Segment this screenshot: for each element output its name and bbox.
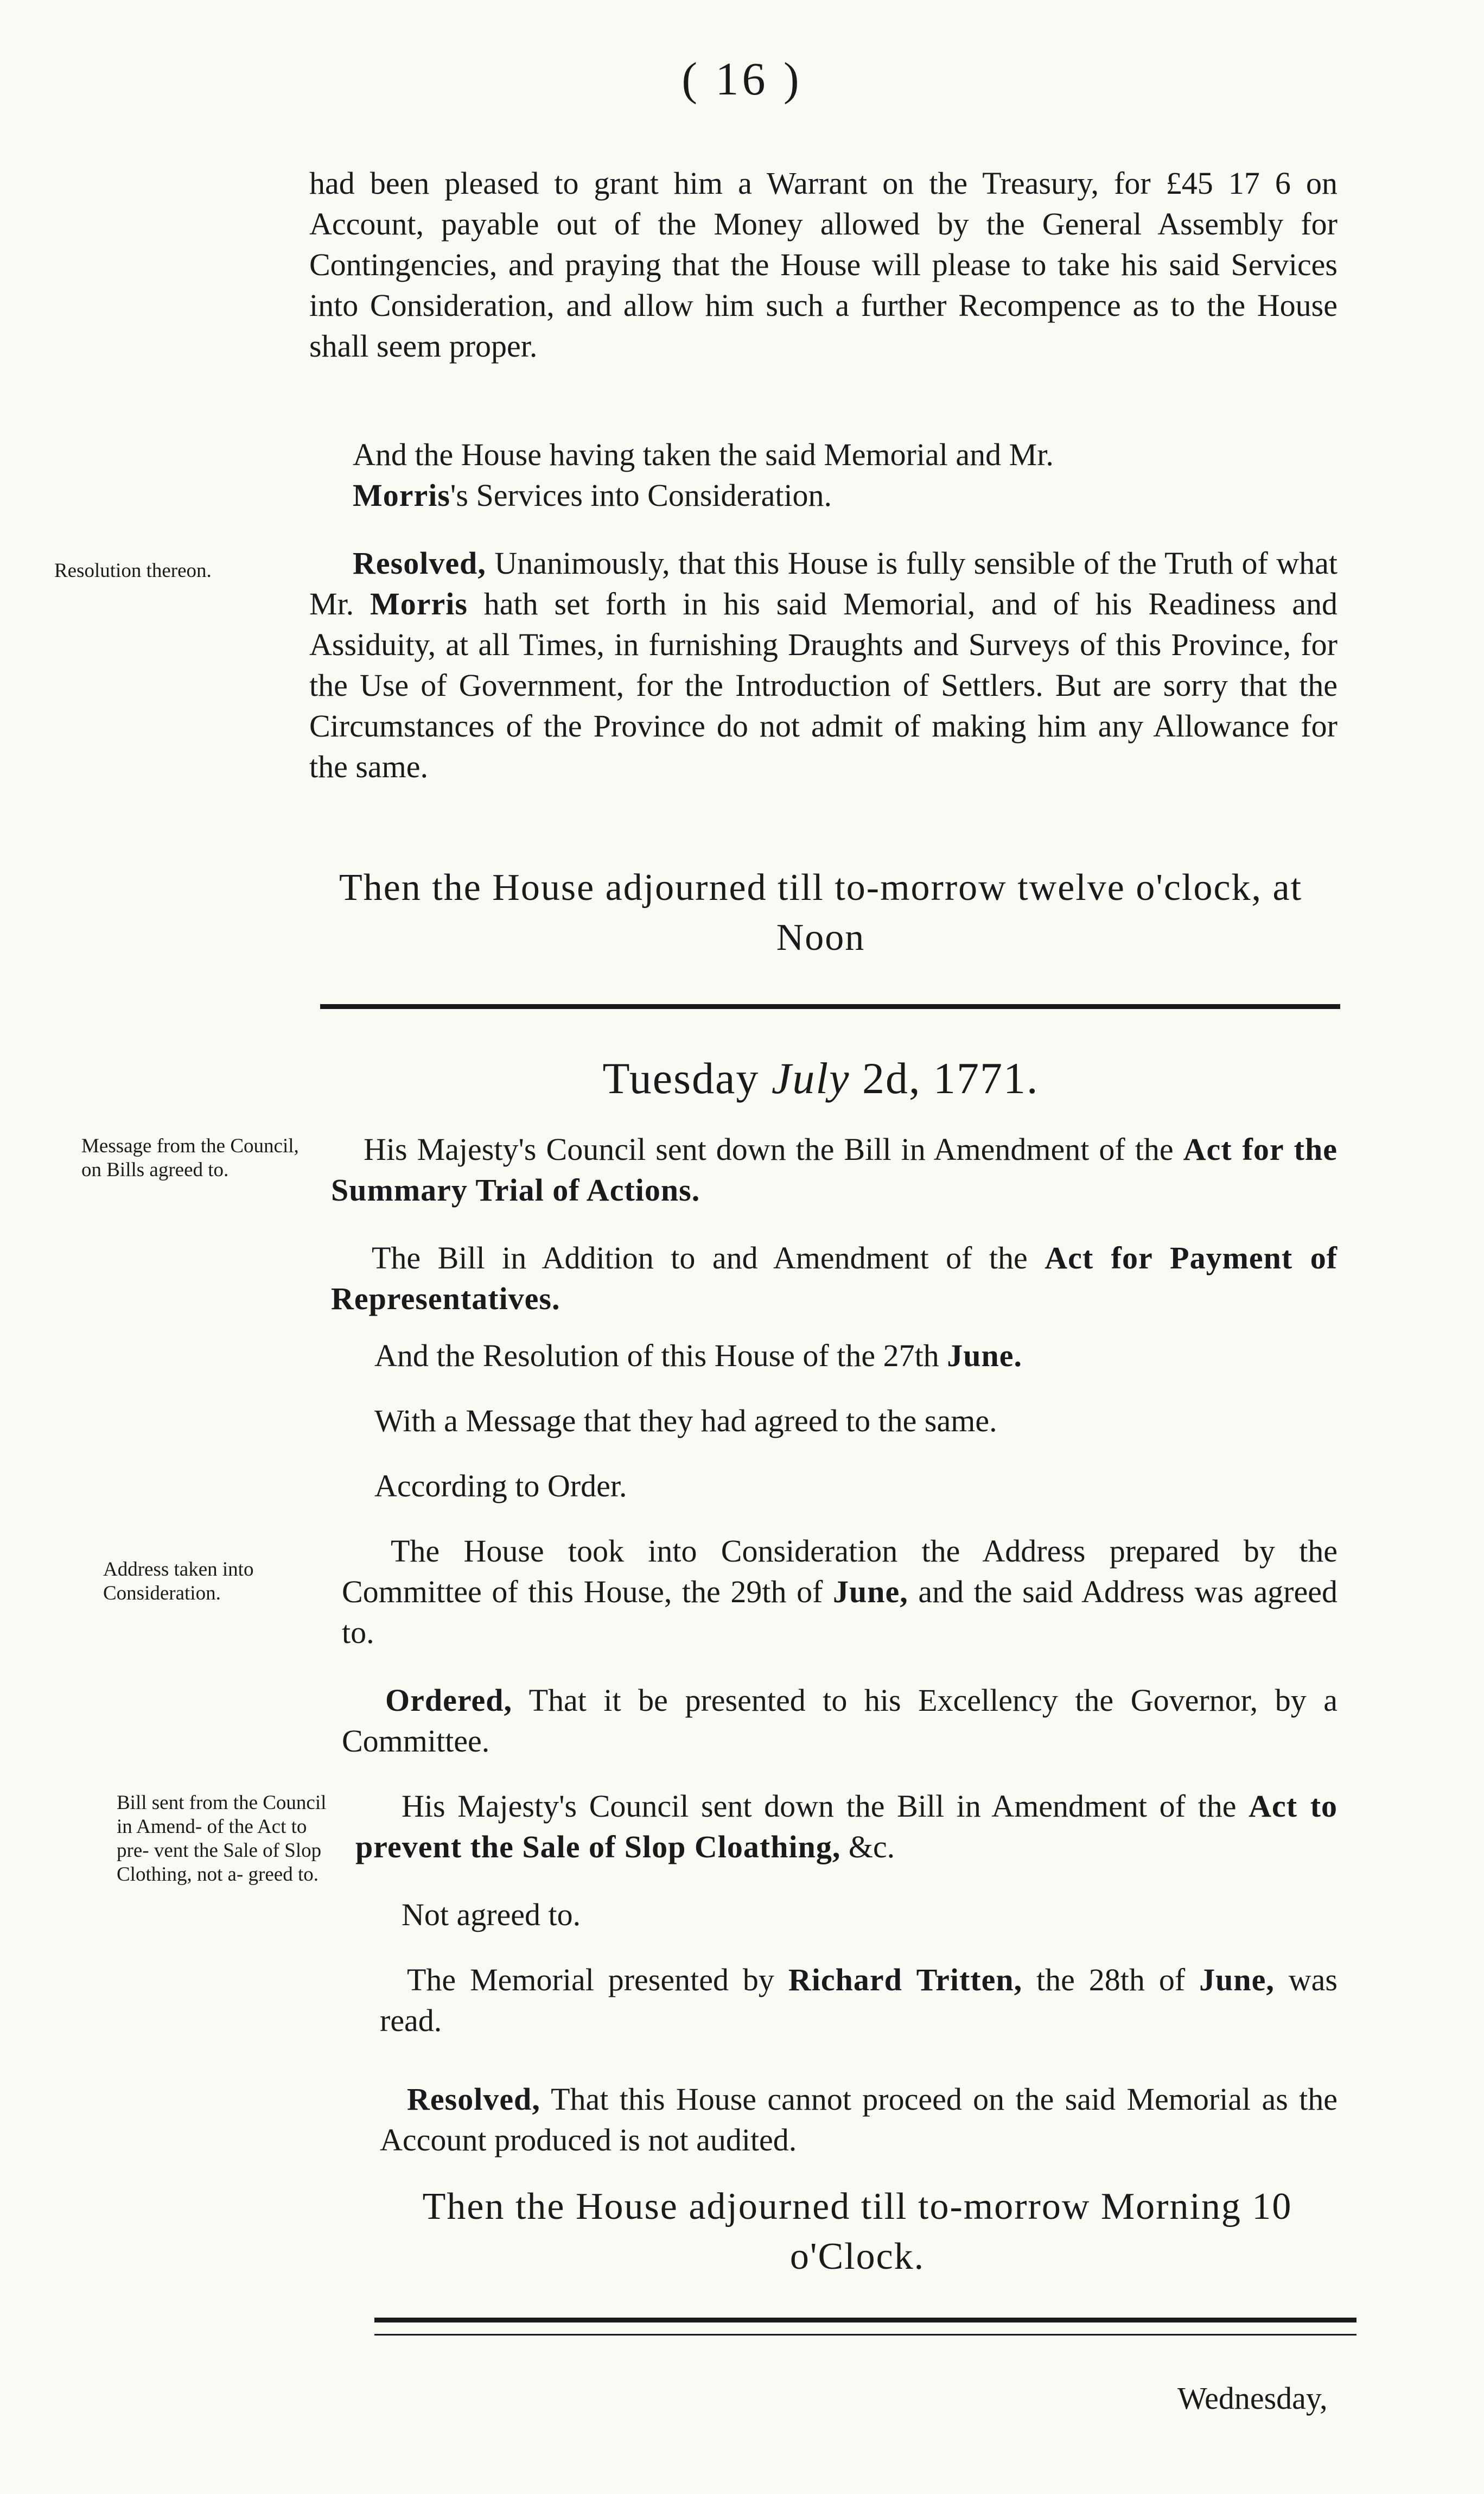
paragraph-resolution-june: And the Resolution of this House of the 27th June.	[374, 1338, 1022, 1373]
paragraph-resolved-morris: Resolved, Unanimously, that this House is fully sensible of the Truth of what Mr. Morris hath set forth in his said Memorial, and of his Readiness and Assiduity, at all Times, in furnishing Draughts and Surveys of this Province, for the Use of Government, for the Introduction of Settlers. But are sorry that the Circumstances of the Province do not admit of making him any Allowance for the same.	[309, 545, 1337, 784]
resolved-label: Resolved,	[353, 545, 486, 581]
paragraph-house-considered: And the House having taken the said Memorial and Mr. Morris's Services into Consideration.	[353, 437, 1054, 513]
section-rule-2	[374, 2318, 1356, 2322]
paragraph-resolved-tritten: Resolved, That this House cannot proceed on the said Memorial as the Account produced is not audited.	[380, 2081, 1337, 2157]
adjournment-notice-1: Then the House adjourned till to-morrow twelve o'clock, at Noon	[339, 867, 1303, 959]
act-slop-cloathing: Act to prevent the Sale of Slop Cloathing,	[355, 1788, 1338, 1864]
resolved-label-2: Resolved,	[407, 2081, 540, 2117]
month-june: June.	[947, 1338, 1022, 1373]
name-morris-2: Morris	[370, 586, 468, 621]
adjournment-notice-2: Then the House adjourned till to-morrow Morning 10 o'Clock.	[422, 2186, 1292, 2277]
paragraph-not-agreed: Not agreed to.	[402, 1897, 581, 1932]
section-rule-2-thin	[374, 2334, 1356, 2336]
paragraph-memorial-continued: had been pleased to grant him a Warrant on the Treasury, for £45 17 6 on Account, payable out of the Money allowed by the General Assembly for Contingencies, and praying that the House will please to take his said Services into Consideration, and allow him such a further Recompence as to the House shall seem proper.	[309, 166, 1337, 364]
paragraph-address-considered: The House took into Consideration the Address prepared by the Committee of this House, the 29th of June, and the said Address was agreed to.	[342, 1533, 1337, 1650]
month-june-3: June,	[1199, 1962, 1275, 1997]
paragraph-message-agreed: With a Message that they had agreed to the same.	[374, 1403, 997, 1438]
paragraph-ordered: Ordered, That it be presented to his Excellency the Governor, by a Committee.	[342, 1683, 1337, 1759]
name-morris: Morris	[353, 478, 450, 513]
name-richard-tritten: Richard Tritten,	[788, 1962, 1023, 1997]
margin-note-bill: Bill sent from the Council in Amend- of the Act to pre- vent the Sale of Slop Clothing, not a- greed to.	[117, 1792, 327, 1886]
act-summary-trial: Act for the Summary Trial of Actions.	[331, 1132, 1337, 1208]
section-rule-1	[320, 1004, 1340, 1009]
date-month: July	[771, 1054, 850, 1103]
paragraph-according-order: According to Order.	[374, 1468, 627, 1503]
paragraph-council-bill-slop: His Majesty's Council sent down the Bill in Amendment of the Act to prevent the Sale of Slop Cloathing, &c.	[355, 1788, 1338, 1864]
act-payment-representatives: Act for Payment of Representatives.	[331, 1240, 1338, 1316]
month-june-2: June,	[833, 1574, 908, 1609]
paragraph-council-bill-actions: His Majesty's Council sent down the Bill in Amendment of the Act for the Summary Trial of Actions.	[331, 1132, 1337, 1208]
paragraph-memorial-tritten: The Memorial presented by Richard Tritten, the 28th of June, was read.	[380, 1962, 1337, 2038]
margin-note-resolution: Resolution thereon.	[54, 560, 212, 582]
margin-note-message: Message from the Council, on Bills agreed to.	[81, 1135, 299, 1181]
paragraph-bill-payment: The Bill in Addition to and Amendment of the Act for Payment of Representatives.	[331, 1240, 1338, 1316]
margin-note-address: Address taken into Consideration.	[103, 1558, 254, 1604]
ordered-label: Ordered,	[385, 1683, 513, 1718]
page-number: ( 16 )	[682, 53, 802, 105]
catchword: Wednesday,	[1177, 2381, 1328, 2416]
session-date: Tuesday July 2d, 1771.	[602, 1054, 1039, 1103]
